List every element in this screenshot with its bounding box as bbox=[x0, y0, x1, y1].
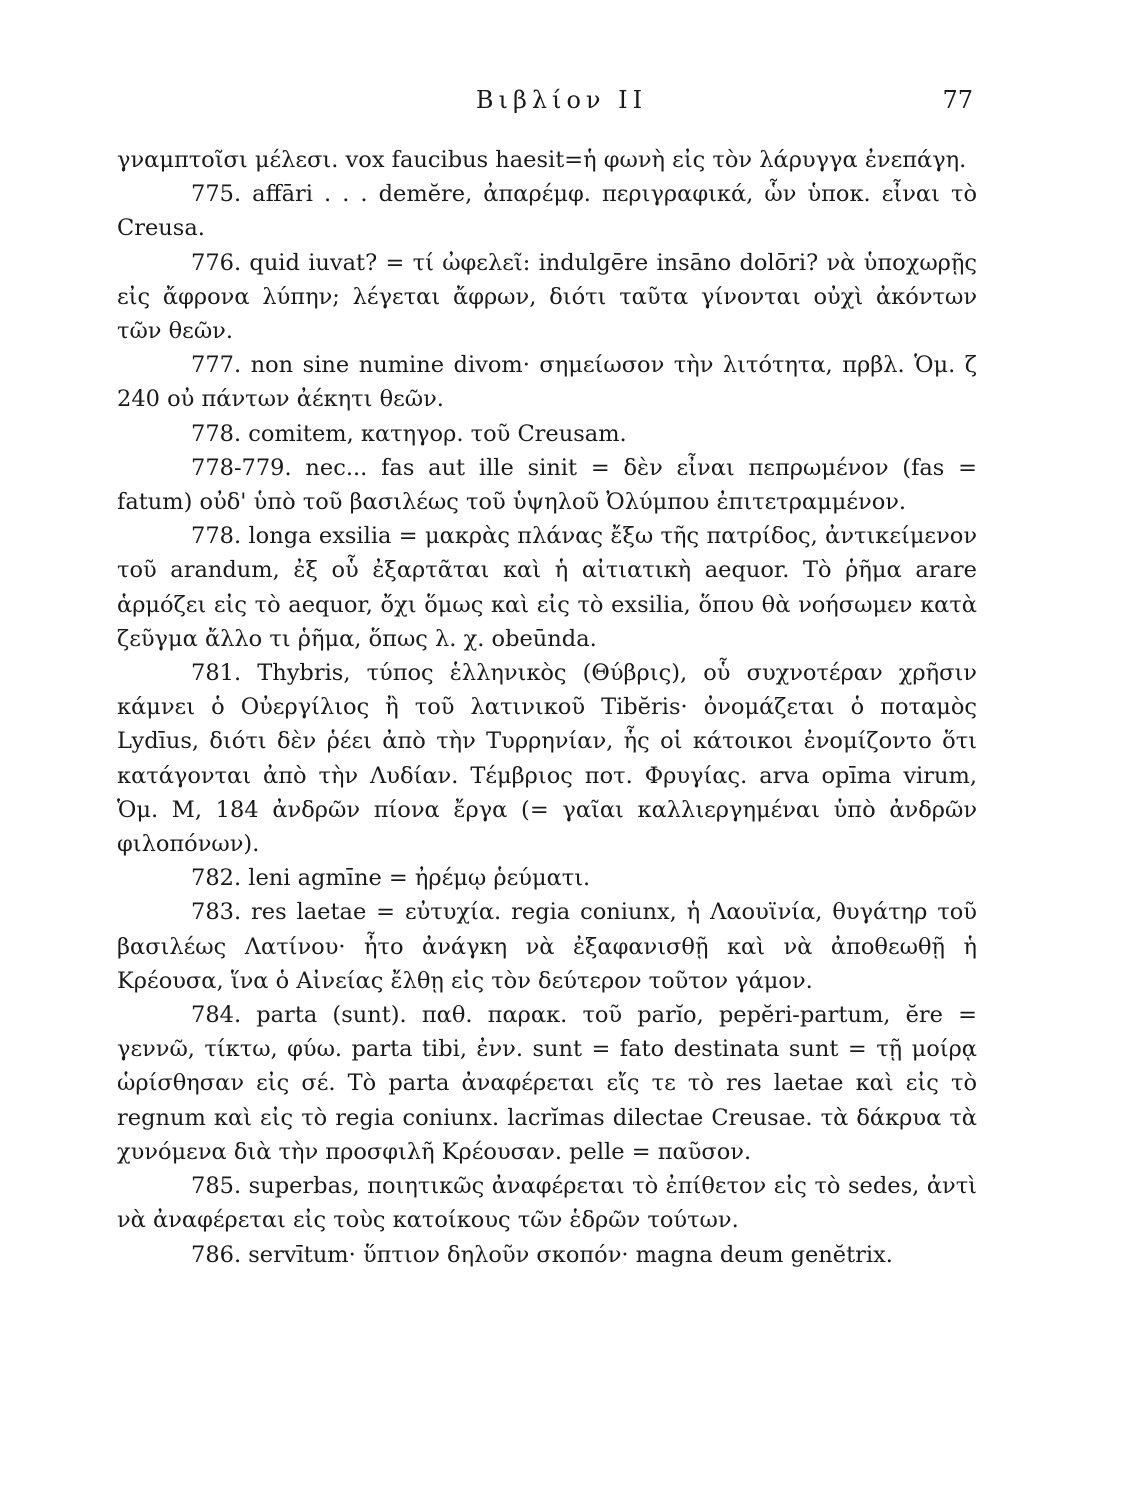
paragraph: 781. Thybris, τύπος ἑλληνικὸς (Θύβρις), οὗ συχνοτέραν χρῆσιν κάμνει ὁ Οὐεργίλιος ἢ τοῦ λατινικοῦ Tibĕris· ὀνομάζεται ὁ ποταμὸς Lydīus, διότι δὲν ῥέει ἀπὸ τὴν Τυρρηνίαν, ἧς οἱ κάτοικοι ἐνομίζοντο ὅτι κατάγονται ἀπὸ τὴν Λυδίαν. Τέμβριος ποτ. Φρυγίας. arva opīma virum, Ὁμ. Μ, 184 ἀνδρῶν πίονα ἔργα (= γαῖαι καλλιεργημέναι ὑπὸ ἀνδρῶν φιλοπόνων). bbox=[117, 660, 977, 858]
paragraph: γναμπτοῖσι μέλεσι. vox faucibus haesit=ἡ φωνὴ εἰς τὸν λάρυγγα ἐνεπάγη. bbox=[117, 147, 967, 173]
paragraph: 785. superbas, ποιητικῶς ἀναφέρεται τὸ ἐπίθετον εἰς τὸ sedes, ἀντὶ νὰ ἀναφέρεται εἰς τοὺς κατοίκους τῶν ἑδρῶν τούτων. bbox=[117, 1173, 977, 1234]
paragraph: 778. longa exsilia = μακρὰς πλάνας ἔξω τῆς πατρίδος, ἀντικείμενον τοῦ arandum, ἐξ οὗ ἐξαρτᾶται καὶ ἡ αἰτιατικὴ aequor. Τὸ ῥῆμα arare ἁρμόζει εἰς τὸ aequor, ὄχι ὅμως καὶ εἰς τὸ exsilia, ὅπου θὰ νοήσωμεν κατὰ ζεῦγμα ἄλλο τι ῥῆμα, ὅπως λ. χ. obeūnda. bbox=[117, 523, 977, 652]
page-number: 77 bbox=[942, 86, 973, 114]
paragraph: 776. quid iuvat? = τί ὠφελεῖ: indulgēre insāno dolōri? νὰ ὑποχωρῇς εἰς ἄφρονα λύπην; λέγεται ἄφρων, διότι ταῦτα γίνονται οὐχὶ ἀκόντων τῶν θεῶν. bbox=[117, 249, 977, 345]
paragraph: 786. servītum· ὕπτιον δηλοῦν σκοπόν· magna deum genĕtrix. bbox=[191, 1241, 893, 1268]
paragraph: 784. parta (sunt). παθ. παρακ. τοῦ parĭo, pepĕri-partum, ĕre = γεννῶ, τίκτω, φύω. parta tibi, ἐνν. sunt = fato destinata sunt = τῇ μοίρᾳ ὡρίσθησαν εἰς σέ. Τὸ parta ἀναφέρεται εἴς τε τὸ res laetae καὶ εἰς τὸ regnum καὶ εἰς τὸ regia coniunx. lacrĭmas dilectae Creusae. τὰ δάκρυα τὰ χυνόμενα διὰ τὴν προσφιλῆ Κρέουσαν. pelle = παῦσον. bbox=[117, 1002, 977, 1165]
paragraph: 783. res laetae = εὐτυχία. regia coniunx, ἡ Λαουϊνία, θυγάτηρ τοῦ βασιλέως Λατίνου· ἦτο ἀνάγκη νὰ ἐξαφανισθῇ καὶ νὰ ἀποθεωθῇ ἡ Κρέουσα, ἵνα ὁ Αἰνείας ἔλθῃ εἰς τὸν δεύτερον τοῦτον γάμον. bbox=[117, 899, 977, 994]
running-title: Βιβλίον ΙΙ bbox=[475, 86, 648, 114]
paragraph: 775. affāri . . . demĕre, ἀπαρέμφ. περιγραφικά, ὧν ὑποκ. εἶναι τὸ Creusa. bbox=[117, 181, 977, 242]
paragraph: 777. non sine numine divom· σημείωσον τὴν λιτότητα, πρβλ. Ὁμ. ζ 240 οὐ πάντων ἀέκητι θεῶν. bbox=[117, 352, 977, 413]
commentary-body bbox=[117, 143, 977, 1272]
paragraph: 778-779. nec... fas aut ille sinit = δὲν εἶναι πεπρωμένον (fas = fatum) οὐδ' ὑπὸ τοῦ βασιλέως τοῦ ὑψηλοῦ Ὀλύμπου ἐπιτετραμμένον. bbox=[117, 454, 977, 516]
page-header bbox=[0, 86, 1123, 118]
paragraph: 778. comitem, κατηγορ. τοῦ Creusam. bbox=[191, 420, 627, 447]
paragraph: 782. leni agmīne = ἠρέμῳ ῥεύματι. bbox=[191, 865, 591, 892]
